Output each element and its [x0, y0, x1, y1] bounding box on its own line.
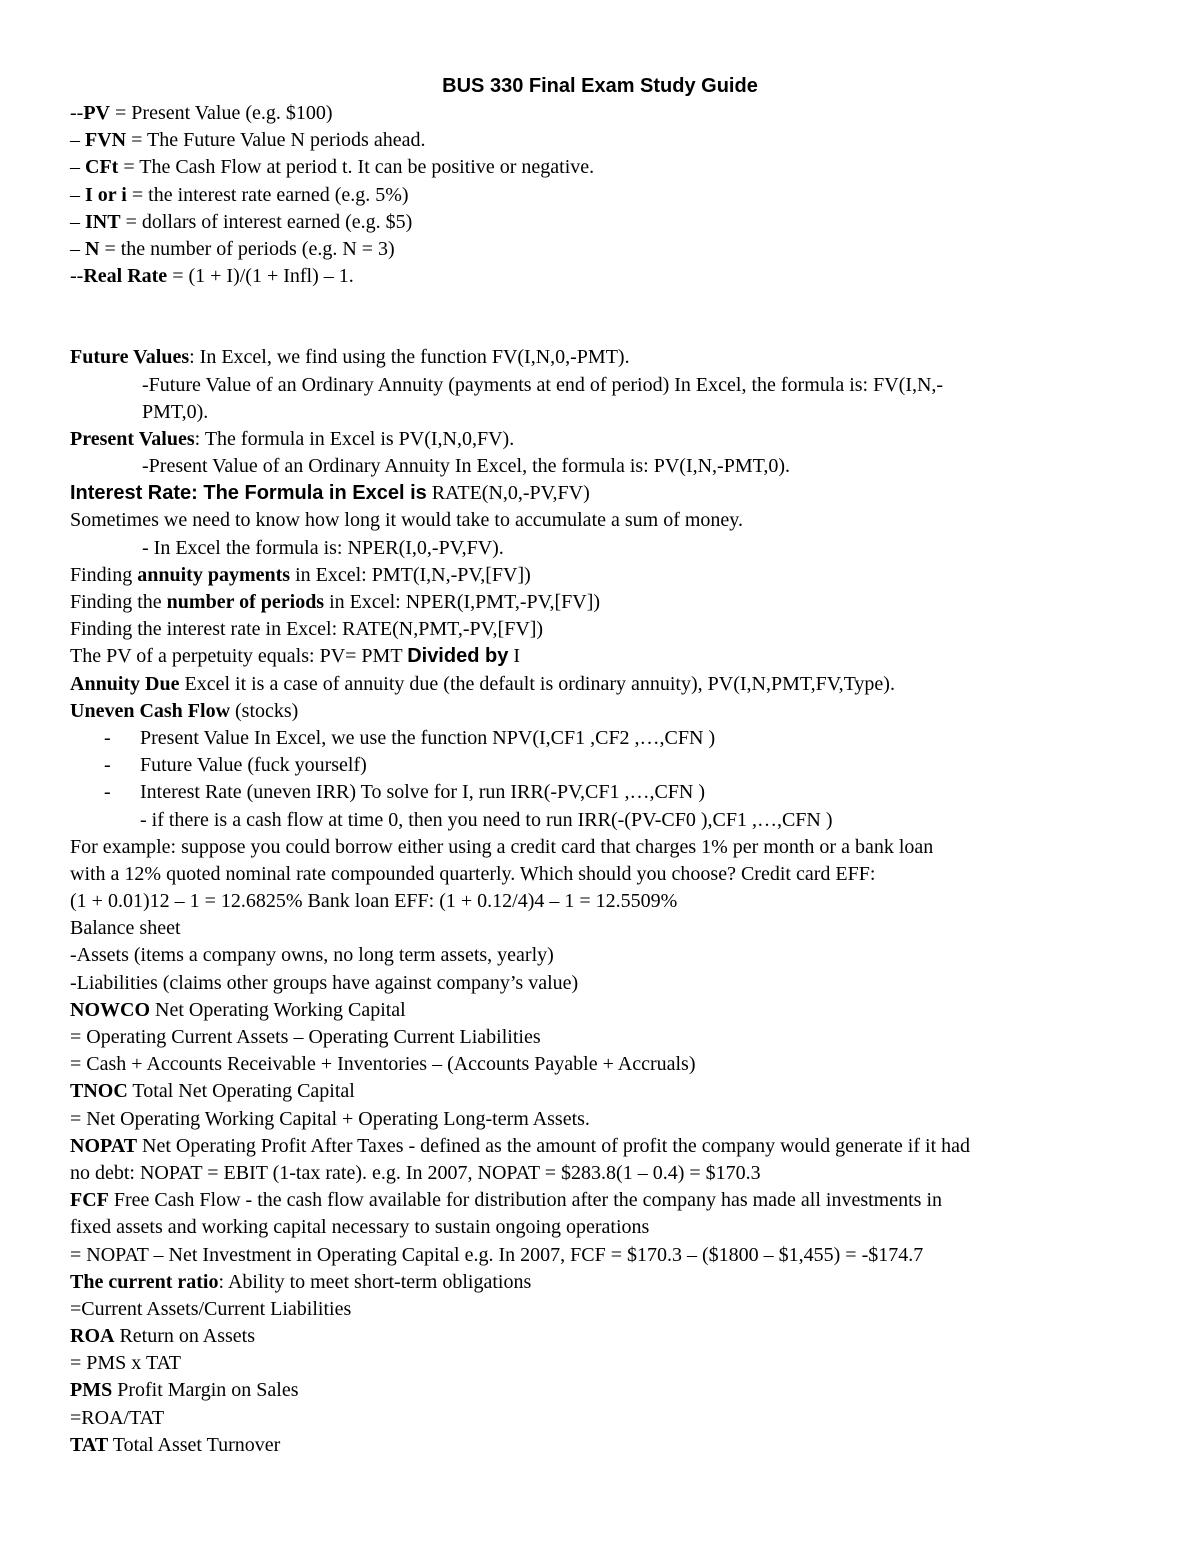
definition-text: = Present Value (e.g. $100)	[110, 102, 333, 124]
pmt-text: in Excel: PMT(I,N,-PV,[FV])	[290, 563, 531, 586]
example-line-2: with a 12% quoted nominal rate compounded quarterly. Which should you choose? Credit card EFF:	[70, 862, 876, 885]
nopat-term: NOPAT	[70, 1134, 138, 1157]
definition-prefix: –	[70, 156, 85, 179]
list-item	[70, 725, 1140, 752]
perp-text: I	[508, 645, 520, 668]
definition-line	[70, 100, 1140, 127]
tnoc-eq: = Net Operating Working Capital + Operating Long-term Assets.	[70, 1107, 590, 1130]
fcf-line-1	[70, 1187, 1140, 1214]
rate-term: Interest Rate: The Formula in Excel is	[70, 482, 427, 505]
due-term: Annuity Due	[70, 672, 180, 695]
definition-text: = The Cash Flow at period t. It can be positive or negative.	[118, 156, 595, 179]
definition-text: = the interest rate earned (e.g. 5%)	[126, 183, 409, 206]
list-item-text: Future Value (fuck yourself)	[140, 754, 367, 777]
fcf-line-2: fixed assets and working capital necessary to sustain ongoing operations	[70, 1216, 650, 1239]
document-body	[70, 100, 1140, 1459]
definition-line	[70, 263, 1140, 290]
pms-line	[70, 1377, 1140, 1404]
list-item	[70, 752, 1140, 779]
uneven-line	[70, 698, 1140, 725]
nowco-eq-2: = Cash + Accounts Receivable + Inventories – (Accounts Payable + Accruals)	[70, 1053, 696, 1076]
definition-prefix: –	[70, 210, 85, 233]
uneven-term: Uneven Cash Flow	[70, 699, 231, 722]
pv-line	[70, 426, 1140, 453]
fcf-term: FCF	[70, 1189, 109, 1212]
pv-term: Present Values	[70, 427, 195, 450]
dash-bullet: -	[104, 781, 111, 804]
pms-eq: =ROA/TAT	[70, 1406, 165, 1429]
uneven-sub-line: - if there is a cash flow at time 0, then you need to run IRR(-(PV-CF0 ),CF1 ,…,CFN )	[140, 808, 833, 831]
definition-prefix: –	[70, 183, 85, 206]
liabilities-line: -Liabilities (claims other groups have against company’s value)	[70, 971, 579, 994]
pms-term: PMS	[70, 1379, 113, 1402]
definition-prefix: –	[70, 129, 85, 152]
tnoc-text: Total Net Operating Capital	[127, 1080, 355, 1103]
list-item-text: Present Value In Excel, we use the function NPV(I,CF1 ,CF2 ,…,CFN )	[140, 726, 716, 749]
roa-line	[70, 1323, 1140, 1350]
list-item	[70, 779, 1140, 806]
fv-text: : In Excel, we find using the function FV(I,N,0,-PMT).	[189, 346, 630, 369]
pmt-term: annuity payments	[137, 563, 291, 586]
tnoc-term: TNOC	[70, 1080, 128, 1103]
fcf-text: Free Cash Flow - the cash flow available for distribution after the company has made all investments in	[108, 1189, 943, 1212]
fv-term: Future Values	[70, 346, 190, 369]
annuity-due-line	[70, 671, 1140, 698]
definition-term: CFt	[85, 156, 119, 179]
fv-annuity-line-2: PMT,0).	[142, 400, 209, 423]
definition-term: Real Rate	[83, 265, 168, 288]
nper2-line	[70, 589, 1140, 616]
current-ratio-text: : Ability to meet short-term obligations	[218, 1270, 532, 1293]
nowco-term: NOWCO	[70, 998, 150, 1021]
definition-text: = (1 + I)/(1 + Infl) – 1.	[167, 265, 354, 288]
current-ratio-line	[70, 1269, 1140, 1296]
pv-annuity-line: -Present Value of an Ordinary Annuity In Excel, the formula is: PV(I,N,-PMT,0).	[142, 455, 791, 478]
definition-prefix: –	[70, 237, 85, 260]
roa-eq: = PMS x TAT	[70, 1352, 182, 1375]
nopat-text: Net Operating Profit After Taxes - defined as the amount of profit the company would generate if it had	[137, 1134, 971, 1157]
example-line-1: For example: suppose you could borrow either using a credit card that charges 1% per month or a bank loan	[70, 835, 934, 858]
definition-term: N	[85, 237, 100, 260]
tat-line	[70, 1432, 1140, 1459]
definition-term: FVN	[85, 129, 127, 152]
definition-line	[70, 236, 1140, 263]
pmt-prefix: Finding	[70, 563, 138, 586]
nowco-line	[70, 997, 1140, 1024]
spacer	[70, 290, 1140, 344]
tat-text: Total Asset Turnover	[108, 1433, 281, 1456]
page-title: BUS 330 Final Exam Study Guide	[442, 75, 758, 97]
definition-prefix: --	[70, 102, 84, 124]
fv-line	[70, 344, 1140, 371]
definition-text: = dollars of interest earned (e.g. $5)	[120, 210, 413, 233]
rate2-line: Finding the interest rate in Excel: RATE(N,PMT,-PV,[FV])	[70, 618, 544, 641]
definition-line	[70, 154, 1140, 181]
definition-text: = The Future Value N periods ahead.	[126, 129, 426, 152]
nper2-term: number of periods	[166, 591, 325, 613]
perp-prefix: The PV of a perpetuity equals: PV= PMT	[70, 645, 408, 668]
definition-term: PV	[83, 102, 110, 124]
perpetuity-line	[70, 643, 1140, 670]
roa-term: ROA	[70, 1325, 115, 1348]
fcf-eq: = NOPAT – Net Investment in Operating Capital e.g. In 2007, FCF = $170.3 – ($1800 – $1,455) = -$174.7	[70, 1243, 924, 1266]
balance-heading: Balance sheet	[70, 917, 181, 940]
pmt-line	[70, 562, 1140, 589]
dash-bullet: -	[104, 726, 111, 749]
rate-line	[70, 480, 1140, 507]
definition-term: I or i	[85, 183, 127, 206]
uneven-text: (stocks)	[230, 699, 299, 722]
nopat-line-2: no debt: NOPAT = EBIT (1-tax rate). e.g. In 2007, NOPAT = $283.8(1 – 0.4) = $170.3	[70, 1161, 761, 1184]
sometimes-line: Sometimes we need to know how long it would take to accumulate a sum of money.	[70, 509, 744, 532]
list-item-text: Interest Rate (uneven IRR) To solve for I, run IRR(-PV,CF1 ,…,CFN )	[140, 781, 706, 804]
dash-bullet: -	[104, 754, 111, 777]
nowco-eq-1: = Operating Current Assets – Operating Current Liabilities	[70, 1026, 541, 1048]
pms-text: Profit Margin on Sales	[112, 1379, 299, 1402]
roa-text: Return on Assets	[114, 1325, 256, 1348]
perp-term: Divided by	[407, 645, 509, 668]
definition-line	[70, 209, 1140, 236]
nper-line: - In Excel the formula is: NPER(I,0,-PV,FV).	[142, 536, 504, 559]
pv-text: : The formula in Excel is PV(I,N,0,FV).	[194, 427, 515, 450]
example-line-3: (1 + 0.01)12 – 1 = 12.6825% Bank loan EFF: (1 + 0.12/4)4 – 1 = 12.5509%	[70, 890, 678, 913]
current-ratio-eq: =Current Assets/Current Liabilities	[70, 1297, 352, 1320]
definitions-list	[70, 100, 1140, 290]
nowco-text: Net Operating Working Capital	[150, 998, 406, 1021]
tnoc-line	[70, 1078, 1140, 1105]
definition-prefix: --	[70, 265, 84, 288]
current-ratio-term: The current ratio	[70, 1270, 219, 1293]
assets-line: -Assets (items a company owns, no long term assets, yearly)	[70, 944, 554, 967]
nper2-text: in Excel: NPER(I,PMT,-PV,[FV])	[324, 591, 601, 613]
definition-term: INT	[85, 210, 121, 233]
tat-term: TAT	[70, 1433, 109, 1456]
nopat-line-1	[70, 1133, 1140, 1160]
due-text: Excel it is a case of annuity due (the default is ordinary annuity), PV(I,N,PMT,FV,Type).	[179, 672, 895, 695]
nper2-prefix: Finding the	[70, 591, 167, 613]
fv-annuity-line-1: -Future Value of an Ordinary Annuity (payments at end of period) In Excel, the formula is: FV(I,N,-	[142, 373, 944, 396]
definition-line	[70, 127, 1140, 154]
definition-line	[70, 182, 1140, 209]
rate-text: RATE(N,0,-PV,FV)	[426, 482, 590, 505]
definition-text: = the number of periods (e.g. N = 3)	[99, 237, 395, 260]
